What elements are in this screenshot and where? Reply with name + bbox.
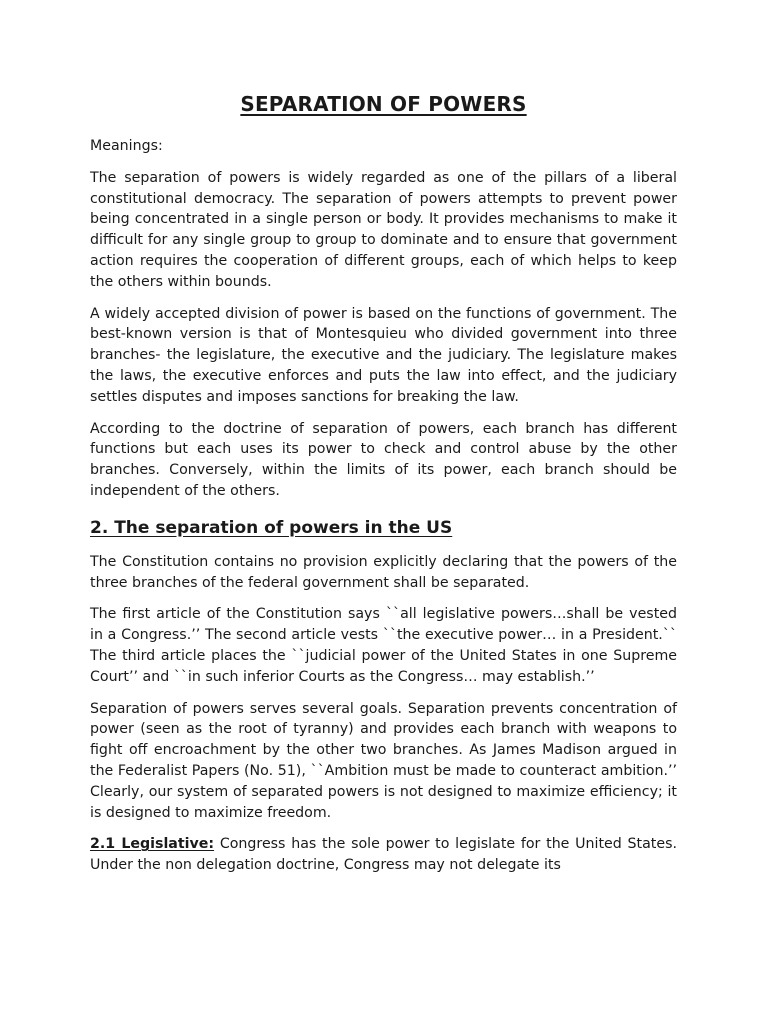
intro-paragraph-3: According to the doctrine of separation of powers, each branch has different functions but each uses its power to check and control abuse by the other branches. Conversely, within the limits of its power, each branch should be independent of the others.: [90, 420, 677, 499]
section-2-1-text: Congress has the sole power to legislate for the United States. Under the non delegation doctrine, Congress may not delegate its: [90, 836, 677, 874]
section-2-paragraph-1: The Constitution contains no provision explicitly declaring that the powers of the three branches of the federal government shall be separated.: [90, 553, 677, 591]
intro-paragraph-1: The separation of powers is widely regarded as one of the pillars of a liberal constitutional democracy. The separation of powers attempts to prevent power being concentrated in a single person or body. It provides mechanisms to make it difficult for any single group to group to dominate and to ensure that government action requires the cooperation of different groups, each of which helps to keep the others within bounds.: [90, 169, 677, 290]
document-title: SEPARATION OF POWERS: [240, 92, 527, 116]
intro-paragraph-2: A widely accepted division of power is based on the functions of government. The best-known version is that of Montesquieu who divided government into three branches- the legislature, the executive and the judiciary. The legislature makes the laws, the executive enforces and puts the law into effect, and the judiciary settles disputes and imposes sanctions for breaking the law.: [90, 305, 677, 405]
section-2-1-heading: 2.1 Legislative:: [90, 836, 215, 853]
section-2-paragraph-2: The first article of the Constitution says ``all legislative powers…shall be vested in a Congress.’’ The second article vests ``the executive power… in a President.`` The third article places the ``judicial power of the United States in one Supreme Court’’ and ``in such inferior Courts as the Congress… may establish.’’: [90, 606, 677, 685]
meanings-label: Meanings:: [90, 138, 163, 154]
section-2-heading: 2. The separation of powers in the US: [90, 517, 453, 538]
section-2-1-paragraph: [90, 834, 677, 876]
document-page: [90, 92, 677, 887]
section-2-paragraph-3: Separation of powers serves several goals. Separation prevents concentration of power (seen as the root of tyranny) and provides each branch with weapons to fight off encroachment by the other two branches. As James Madison argued in the Federalist Papers (No. 51), ``Ambition must be made to counteract ambition.’’ Clearly, our system of separated powers is not designed to maximize efficiency; it is designed to maximize freedom.: [90, 700, 677, 821]
